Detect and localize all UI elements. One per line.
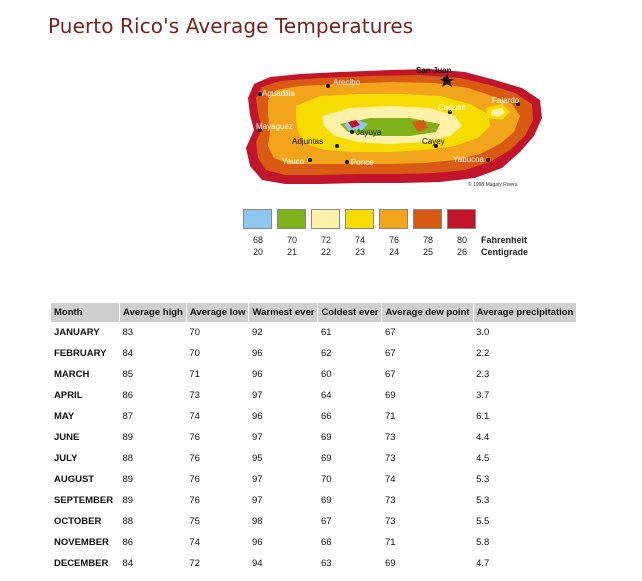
cell-average-low: 70 bbox=[189, 348, 200, 359]
cell-average-dew-point: 67 bbox=[384, 327, 396, 338]
cell-average-precipitation: 5.5 bbox=[476, 516, 490, 527]
city-label-jayuya: Jayuya bbox=[356, 128, 382, 137]
legend-fahrenheit-value: 74 bbox=[354, 235, 365, 245]
cell-coldest-ever: 61 bbox=[320, 327, 332, 338]
cell-average-dew-point: 69 bbox=[384, 390, 396, 401]
cell-average-high: 83 bbox=[122, 327, 134, 338]
legend-fahrenheit-value: 70 bbox=[286, 235, 297, 245]
header-average-precipitation: Average precipitation bbox=[473, 303, 576, 322]
cell-average-precipitation: 4.7 bbox=[476, 558, 490, 569]
cell-month: MARCH bbox=[54, 369, 90, 380]
cell-coldest-ever: 66 bbox=[320, 537, 332, 548]
cell-average-high: 87 bbox=[122, 411, 134, 422]
table-row bbox=[51, 448, 576, 469]
cell-month: DECEMBER bbox=[54, 558, 109, 569]
cell-average-high: 86 bbox=[122, 537, 134, 548]
table-row bbox=[51, 532, 576, 553]
cell-average-low: 72 bbox=[189, 558, 200, 569]
cell-month: NOVEMBER bbox=[54, 537, 109, 548]
legend-centigrade-value: 26 bbox=[456, 247, 467, 257]
cell-coldest-ever: 64 bbox=[320, 390, 332, 401]
table-row bbox=[51, 553, 576, 574]
cell-warmest-ever: 98 bbox=[251, 516, 263, 527]
city-label-arecibo: Arecibo bbox=[333, 78, 361, 87]
legend-fahrenheit-value: 78 bbox=[422, 235, 433, 245]
cell-coldest-ever: 60 bbox=[320, 369, 332, 380]
city-label-cayey: Cayey bbox=[422, 137, 445, 146]
cell-warmest-ever: 97 bbox=[251, 495, 263, 506]
cell-average-low: 76 bbox=[189, 474, 200, 485]
city-label-san-juan: San Juan bbox=[416, 66, 452, 75]
cell-coldest-ever: 67 bbox=[320, 516, 332, 527]
city-dot-yauco bbox=[308, 158, 312, 162]
temperature-legend bbox=[243, 209, 543, 264]
city-dot-yabucoa bbox=[486, 158, 490, 162]
cell-warmest-ever: 96 bbox=[251, 348, 263, 359]
cell-average-high: 89 bbox=[122, 495, 134, 506]
cell-average-high: 85 bbox=[122, 369, 134, 380]
city-label-mayaguez: Mayaguez bbox=[256, 122, 293, 131]
legend-swatch bbox=[277, 209, 306, 229]
cell-average-high: 88 bbox=[122, 516, 134, 527]
cell-month: JUNE bbox=[54, 432, 80, 443]
cell-average-precipitation: 3.7 bbox=[476, 390, 490, 401]
cell-coldest-ever: 63 bbox=[320, 558, 332, 569]
legend-centigrade-value: 21 bbox=[286, 247, 297, 257]
cell-average-precipitation: 2.2 bbox=[476, 348, 490, 359]
cell-average-precipitation: 4.4 bbox=[476, 432, 490, 443]
table-row bbox=[51, 469, 576, 490]
cell-average-dew-point: 67 bbox=[384, 369, 396, 380]
legend-centigrade-value: 24 bbox=[388, 247, 399, 257]
legend-centigrade-value: 23 bbox=[354, 247, 365, 257]
cell-average-precipitation: 5.8 bbox=[476, 537, 490, 548]
cell-warmest-ever: 96 bbox=[251, 537, 263, 548]
cell-warmest-ever: 95 bbox=[251, 453, 263, 464]
cell-average-high: 84 bbox=[122, 348, 134, 359]
header-average-low: Average low bbox=[186, 303, 249, 322]
cell-warmest-ever: 97 bbox=[251, 390, 263, 401]
cell-average-dew-point: 71 bbox=[384, 537, 396, 548]
cell-average-low: 74 bbox=[189, 537, 200, 548]
cell-average-dew-point: 69 bbox=[384, 558, 396, 569]
table-row bbox=[51, 385, 576, 406]
cell-month: MAY bbox=[54, 411, 75, 422]
city-label-yauco: Yauco bbox=[282, 157, 305, 166]
temperature-table bbox=[51, 303, 576, 574]
city-label-caguas: Caguas bbox=[438, 103, 466, 112]
city-dot-jayuya bbox=[350, 130, 354, 134]
city-dot-adjuntas bbox=[335, 144, 339, 148]
legend-swatch bbox=[379, 209, 408, 229]
legend-centigrade-label: Centigrade bbox=[481, 247, 529, 257]
cell-coldest-ever: 69 bbox=[320, 453, 332, 464]
header-average-dew-point: Average dew point bbox=[382, 303, 473, 322]
cell-average-precipitation: 5.3 bbox=[476, 495, 490, 506]
cell-average-high: 89 bbox=[122, 432, 134, 443]
cell-average-low: 76 bbox=[189, 453, 200, 464]
cell-average-high: 86 bbox=[122, 390, 134, 401]
legend-swatch bbox=[345, 209, 374, 229]
city-label-adjuntas: Adjuntas bbox=[292, 137, 324, 146]
legend-centigrade-value: 25 bbox=[422, 247, 433, 257]
page-title: Puerto Rico's Average Temperatures bbox=[48, 14, 414, 38]
cell-month: JANUARY bbox=[54, 327, 100, 338]
cell-average-dew-point: 73 bbox=[384, 453, 396, 464]
city-dot-arecibo bbox=[326, 84, 330, 88]
cell-coldest-ever: 69 bbox=[320, 432, 332, 443]
legend-centigrade-value: 22 bbox=[320, 247, 331, 257]
cell-warmest-ever: 92 bbox=[251, 327, 263, 338]
cell-average-low: 70 bbox=[189, 327, 200, 338]
cell-warmest-ever: 96 bbox=[251, 369, 263, 380]
header-coldest-ever: Coldest ever bbox=[318, 303, 382, 322]
cell-month: JULY bbox=[54, 453, 78, 464]
cell-average-dew-point: 73 bbox=[384, 516, 396, 527]
cell-average-precipitation: 2.3 bbox=[476, 369, 490, 380]
cell-coldest-ever: 70 bbox=[320, 474, 332, 485]
legend-swatch bbox=[311, 209, 340, 229]
legend-fahrenheit-value: 80 bbox=[456, 235, 467, 245]
header-month: Month bbox=[51, 303, 120, 322]
cell-average-dew-point: 74 bbox=[384, 474, 396, 485]
city-label-ponce: Ponce bbox=[351, 158, 374, 167]
legend-fahrenheit-value: 76 bbox=[388, 235, 399, 245]
cell-average-precipitation: 5.3 bbox=[476, 474, 490, 485]
cell-month: AUGUST bbox=[54, 474, 95, 485]
cell-warmest-ever: 96 bbox=[251, 411, 263, 422]
cell-average-precipitation: 3.0 bbox=[476, 327, 490, 338]
cell-average-precipitation: 6.1 bbox=[476, 411, 490, 422]
map-copyright: © 1998 Magaly Rivera bbox=[468, 182, 518, 188]
legend-fahrenheit-label: Fahrenheit bbox=[481, 235, 528, 245]
cell-warmest-ever: 94 bbox=[251, 558, 263, 569]
cell-average-dew-point: 73 bbox=[384, 495, 396, 506]
cell-warmest-ever: 97 bbox=[251, 474, 263, 485]
temperature-map bbox=[240, 60, 550, 195]
cell-average-precipitation: 4.5 bbox=[476, 453, 490, 464]
cell-average-dew-point: 67 bbox=[384, 348, 396, 359]
table-row bbox=[51, 343, 576, 364]
table-header-row bbox=[51, 303, 576, 322]
city-label-yabucoa: Yabucoa bbox=[453, 155, 484, 164]
cell-coldest-ever: 66 bbox=[320, 411, 332, 422]
cell-average-dew-point: 71 bbox=[384, 411, 396, 422]
table-row bbox=[51, 322, 576, 343]
cell-average-high: 88 bbox=[122, 453, 134, 464]
table-row bbox=[51, 490, 576, 511]
cell-average-low: 73 bbox=[189, 390, 200, 401]
cell-average-low: 71 bbox=[189, 369, 200, 380]
city-label-aguadilla: Aguadilla bbox=[262, 89, 295, 98]
cell-average-low: 75 bbox=[189, 516, 200, 527]
cell-month: SEPTEMBER bbox=[54, 495, 114, 506]
cell-average-high: 89 bbox=[122, 474, 134, 485]
header-average-high: Average high bbox=[120, 303, 187, 322]
cell-month: OCTOBER bbox=[54, 516, 102, 527]
legend-centigrade-value: 20 bbox=[252, 247, 263, 257]
city-dot-ponce bbox=[345, 160, 349, 164]
cell-average-dew-point: 73 bbox=[384, 432, 396, 443]
table-row bbox=[51, 406, 576, 427]
legend-swatch bbox=[413, 209, 442, 229]
cell-warmest-ever: 97 bbox=[251, 432, 263, 443]
table-row bbox=[51, 427, 576, 448]
legend-fahrenheit-value: 68 bbox=[252, 235, 263, 245]
cell-month: APRIL bbox=[54, 390, 83, 401]
table-row bbox=[51, 364, 576, 385]
cell-month: FEBRUARY bbox=[54, 348, 107, 359]
cell-coldest-ever: 69 bbox=[320, 495, 332, 506]
legend-swatch bbox=[447, 209, 476, 229]
cell-average-low: 74 bbox=[189, 411, 200, 422]
cell-average-low: 76 bbox=[189, 432, 200, 443]
cell-average-low: 76 bbox=[189, 495, 200, 506]
legend-fahrenheit-value: 72 bbox=[320, 235, 331, 245]
table-row bbox=[51, 511, 576, 532]
header-warmest-ever: Warmest ever bbox=[249, 303, 318, 322]
cell-coldest-ever: 62 bbox=[320, 348, 332, 359]
legend-swatch bbox=[243, 209, 272, 229]
cell-average-high: 84 bbox=[122, 558, 134, 569]
city-label-fajardo: Fajardo bbox=[492, 96, 520, 105]
